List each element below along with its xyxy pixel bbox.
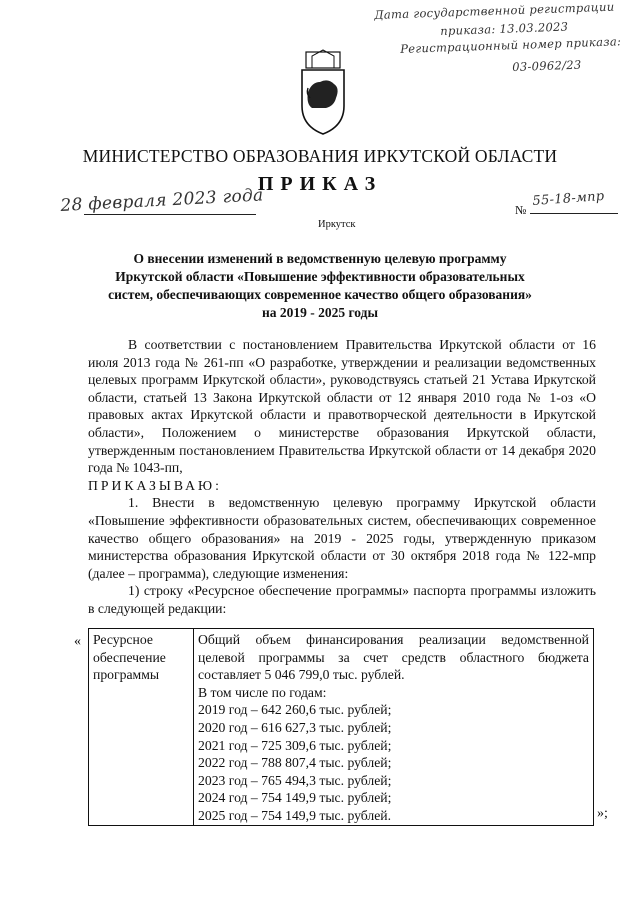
funding-summary: Общий объем финансирования реализации ведомственной целевой программы за счет средств областного бюджета составляет 5 046 799,0 тыс. рублей. — [198, 632, 589, 683]
year-funding: 2025 год – 754 149,9 тыс. рублей. — [198, 807, 392, 823]
order-word: ПРИКАЗЫВАЮ: — [88, 477, 222, 493]
title-line: систем, обеспечивающих современное качество общего образования» — [108, 287, 532, 302]
preamble-paragraph: В соответствии с постановлением Правительства Иркутской области от 16 июля 2013 года № 261-пп «О разработке, утверждении и реализации ведомственных целевых программ Иркутской области», руководствуясь статьей 21 Устава Иркутской области, статьей 13 Закона Иркутской области от 12 января 2010 года № 1-оз «О правовых актах Иркутской области и правотворческой деятельности в Иркутской области», Положением о министерстве образования Иркутской области, утвержденным постановлением Правительства Иркутской области от 14 декабря 2020 года № 1043-пп, — [88, 337, 596, 476]
resource-content-cell — [194, 629, 594, 826]
order-body — [88, 336, 596, 618]
registration-note-line1: Дата государственной регистрации — [374, 0, 615, 22]
title-line: на 2019 - 2025 годы — [261, 305, 379, 320]
table-row — [89, 629, 594, 826]
year-funding: 2022 год – 788 807,4 тыс. рублей; — [198, 755, 392, 771]
year-funding: 2019 год – 642 260,6 тыс. рублей; — [198, 702, 392, 718]
by-years-intro: В том числе по годам: — [198, 684, 327, 700]
title-line: Иркутской области «Повышение эффективности образовательных — [115, 269, 525, 284]
year-funding: 2020 год – 616 627,3 тыс. рублей; — [198, 719, 392, 735]
quote-close: »; — [597, 806, 608, 821]
item-1-paragraph: 1. Внести в ведомственную целевую программу Иркутской области «Повышение эффективности образовательных систем, обеспечивающих современное качество общего образования» на 2019 - 2025 годы, утвержденную приказом министерства образования Иркутской области от 30 октября 2018 года № 122-мпр (далее – программа), следующие изменения: — [88, 495, 596, 581]
ministry-name: МИНИСТЕРСТВО ОБРАЗОВАНИЯ ИРКУТСКОЙ ОБЛАСТИ — [82, 146, 558, 166]
order-title — [0, 250, 640, 322]
city: Иркутск — [318, 219, 356, 230]
order-date: 28 февраля 2023 года — [60, 185, 264, 216]
number-underline — [530, 213, 618, 214]
registration-note-line2: приказа: 13.03.2023 — [440, 19, 569, 38]
order-number-label: № — [515, 203, 527, 217]
date-underline — [84, 214, 256, 215]
title-line: О внесении изменений в ведомственную целевую программу — [133, 251, 507, 266]
year-funding: 2024 год – 754 149,9 тыс. рублей; — [198, 790, 392, 806]
resource-table — [88, 628, 594, 826]
year-funding: 2021 год – 725 309,6 тыс. рублей; — [198, 737, 392, 753]
document-type: ПРИКАЗ — [257, 173, 383, 195]
order-number: 55-18-мпр — [532, 188, 605, 209]
quote-open: « — [74, 634, 81, 649]
coat-of-arms-icon — [298, 48, 348, 136]
registration-note-line3: Регистрационный номер приказа: — [400, 34, 622, 56]
item-1-1-paragraph: 1) строку «Ресурсное обеспечение программы» паспорта программы изложить в следующей редакции: — [88, 583, 596, 616]
registration-note-line4: 03-0962/23 — [512, 57, 582, 74]
resource-label-cell: Ресурсное обеспечение программы — [89, 629, 194, 826]
year-funding: 2023 год – 765 494,3 тыс. рублей; — [198, 772, 392, 788]
